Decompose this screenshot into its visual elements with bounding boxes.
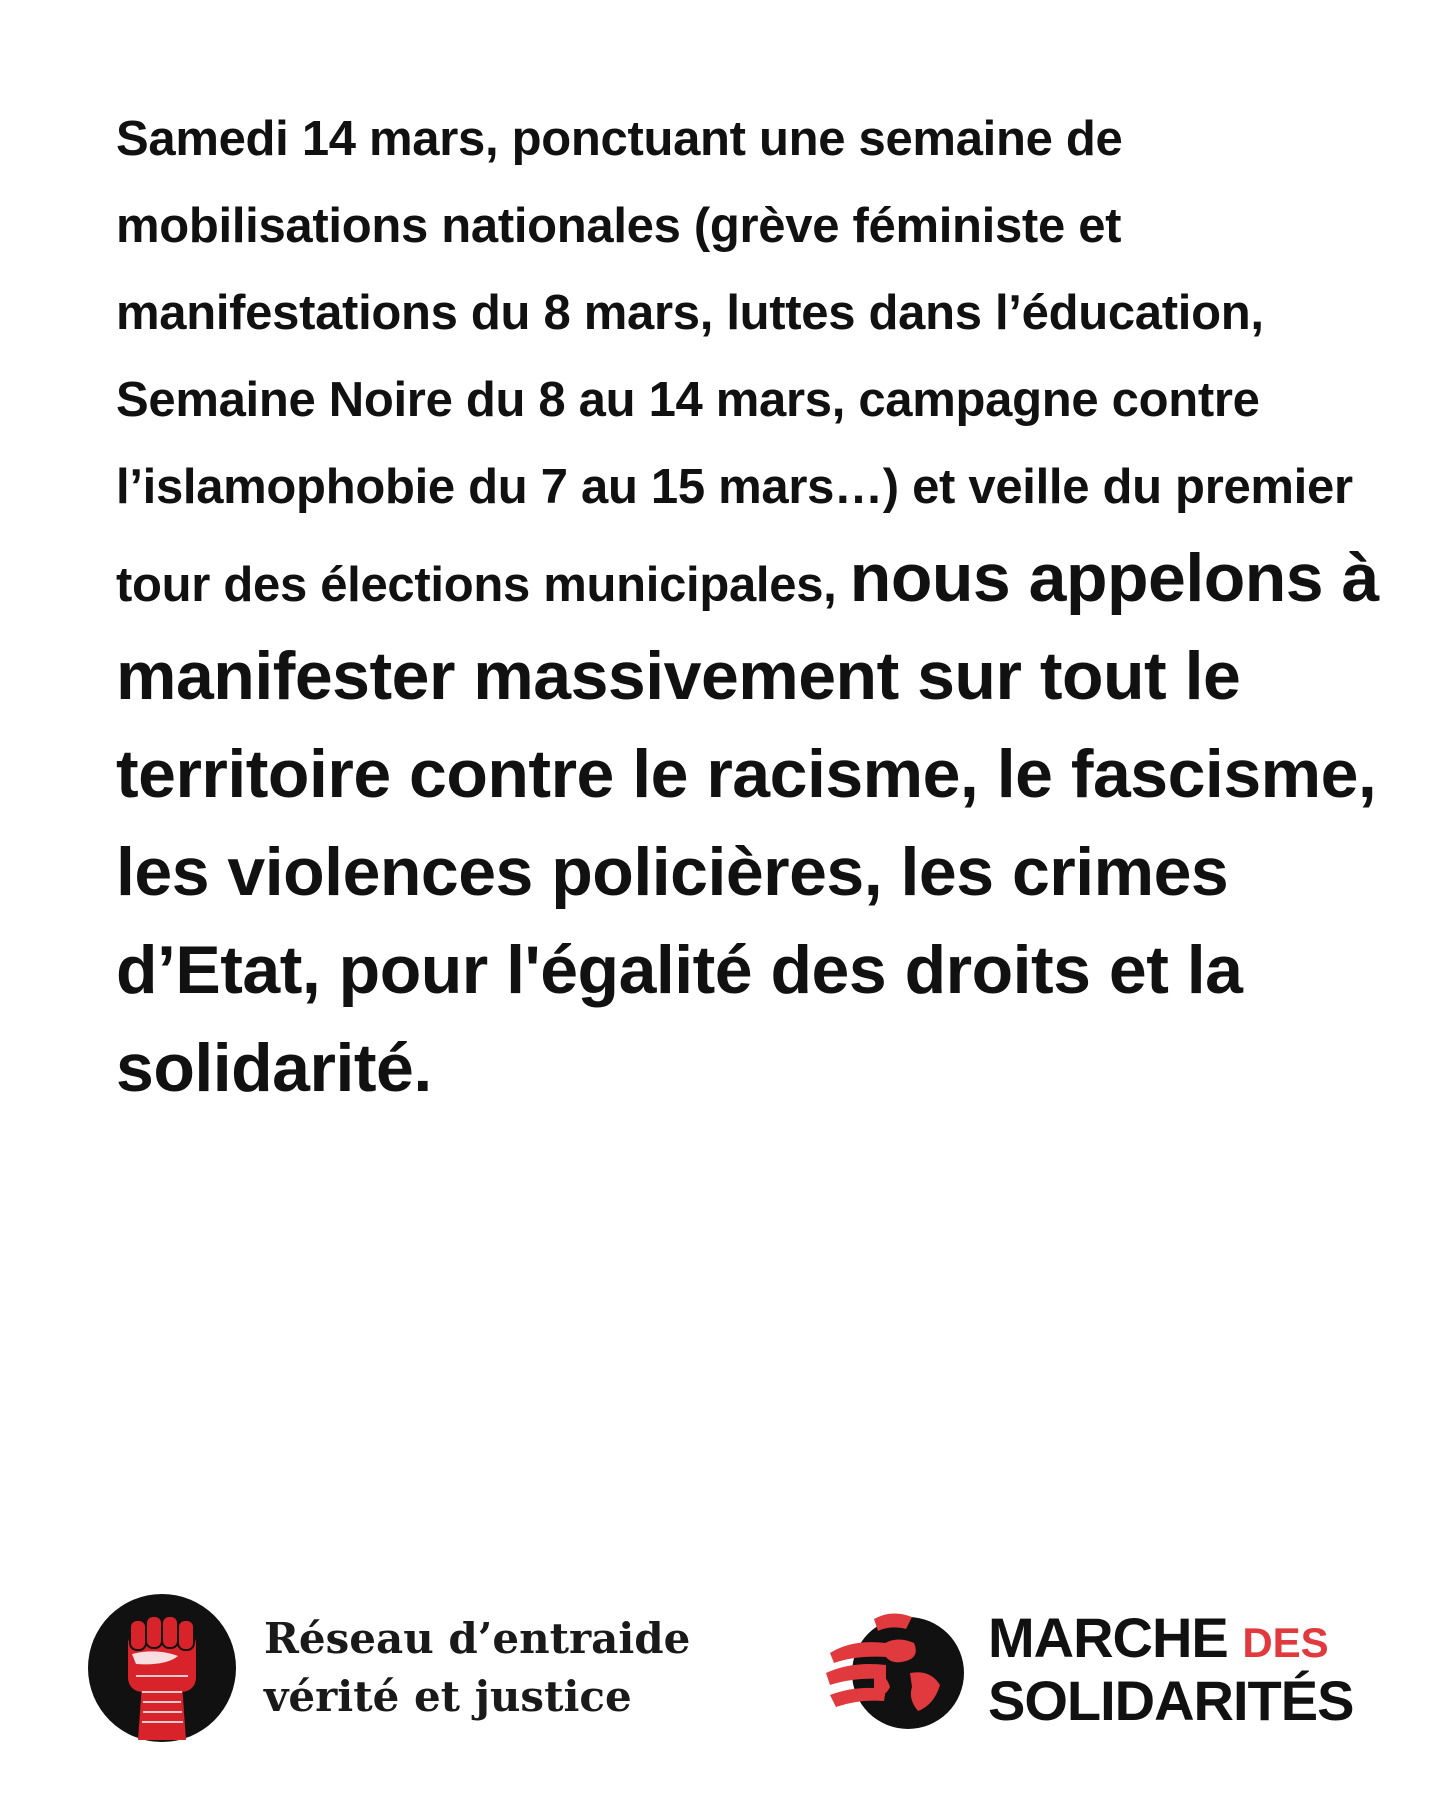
marche-word: MARCHE (988, 1605, 1228, 1669)
marche-name-line2: SOLIDARITÉS (988, 1668, 1354, 1732)
reseau-logo (86, 1593, 786, 1743)
raised-fist-icon (86, 1592, 238, 1744)
fist-globe-icon (822, 1595, 970, 1743)
statement-paragraph (116, 96, 1406, 1119)
reseau-name-line1: Réseau d’entraide (264, 1614, 691, 1663)
statement-emphasis: nous appelons à manifester massivement sur tout le territoire contre le racisme, le fascisme, les violences policières, les crimes d’Etat, pour l'égalité des droits et la solidarité. (116, 540, 1379, 1106)
marche-logo (822, 1589, 1422, 1749)
reseau-name (264, 1610, 690, 1726)
des-word: DES (1242, 1618, 1329, 1666)
main-content (116, 96, 1406, 1119)
reseau-name-line2: vérité et justice (264, 1672, 632, 1721)
logos-footer (0, 1585, 1440, 1755)
statement-intro: Samedi 14 mars, ponctuant une semaine de mobilisations nationales (grève féministe et manifestations du 8 mars, luttes dans l’éducation, Semaine Noire du 8 au 14 mars, campagne contre l’islamophobie du 7 au 15 mars…) et veille du premier tour des élections municipales, (116, 112, 1353, 612)
marche-name (988, 1605, 1354, 1732)
marche-name-line1 (988, 1605, 1353, 1672)
